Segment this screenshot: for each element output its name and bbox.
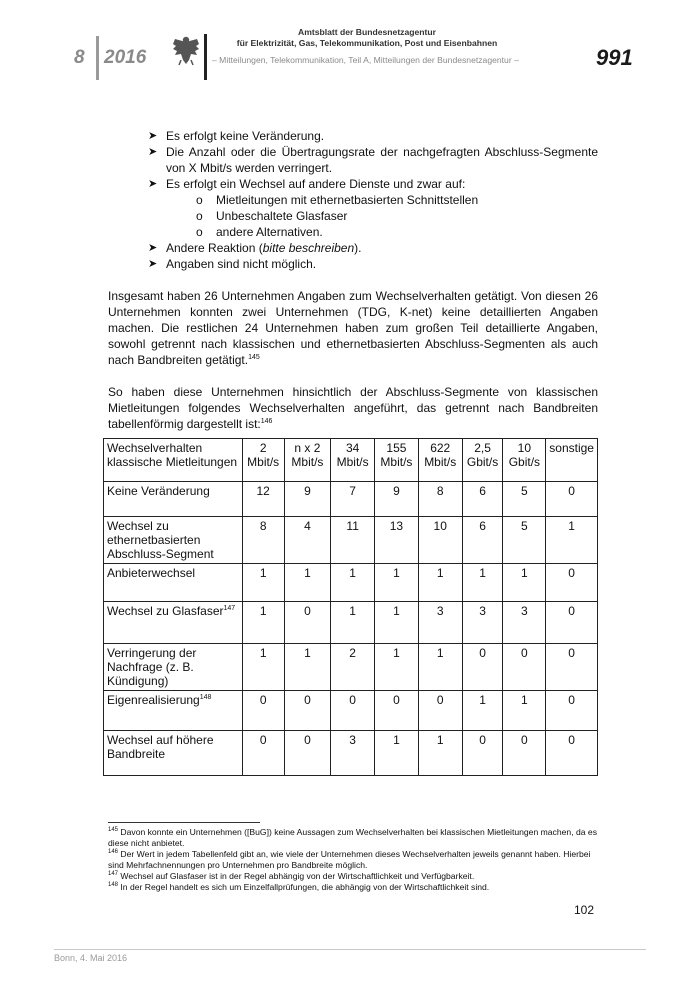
page-number: 102 <box>574 903 595 917</box>
table-cell: 8 <box>242 517 284 564</box>
table-cell: 1 <box>331 564 375 602</box>
footnote-ref[interactable]: 148 <box>199 694 212 701</box>
column-header: Wechselverhalten klassische Mietleitungen <box>104 439 243 482</box>
table-cell: 1 <box>375 602 419 644</box>
table-cell: 10 <box>418 517 462 564</box>
switching-behavior-table <box>103 438 598 776</box>
column-header: 155 Mbit/s <box>375 439 419 482</box>
footnote: $^{145}$ Davon konnte ein Unternehmen ([BuG]) keine Aussagen zum Wechselverhalten bei klassischen Mietleitungen machen, da es diese nicht anbietet. <box>108 827 597 848</box>
table-cell: 1 <box>462 691 503 731</box>
table-row <box>104 482 598 517</box>
table-cell: 7 <box>331 482 375 517</box>
gazette-title-line2: für Elektrizität, Gas, Telekommunikation, Post und Eisenbahnen <box>236 38 498 48</box>
table-cell: 2 <box>331 644 375 691</box>
row-label: Anbieterwechsel <box>104 564 243 602</box>
table-cell: 13 <box>375 517 419 564</box>
table-cell: 0 <box>546 602 598 644</box>
table-cell: 0 <box>546 731 598 776</box>
table-cell: 6 <box>462 517 503 564</box>
federal-eagle-icon <box>172 34 200 66</box>
table-row <box>104 691 598 731</box>
table-cell: 1 <box>242 564 284 602</box>
issue-number: 8 <box>74 47 85 68</box>
header-divider-dark <box>204 34 207 80</box>
circle-bullet-icon: o <box>196 225 203 239</box>
row-label: Keine Veränderung <box>104 482 243 517</box>
gazette-subtitle: – Mitteilungen, Telekommunikation, Teil A, Mitteilungen der Bundesnetzagentur – <box>212 55 519 65</box>
table-cell: 0 <box>546 482 598 517</box>
table-cell: 1 <box>375 644 419 691</box>
table-cell: 9 <box>284 482 331 517</box>
table-cell: 0 <box>546 691 598 731</box>
table-row <box>104 564 598 602</box>
circle-bullet-icon: o <box>196 209 203 223</box>
main-content <box>108 128 598 432</box>
gazette-page-number: 991 <box>596 45 633 70</box>
table-cell: 1 <box>284 564 331 602</box>
table-cell: 1 <box>503 691 546 731</box>
table-cell: 9 <box>375 482 419 517</box>
table-row <box>104 644 598 691</box>
table-cell: 11 <box>331 517 375 564</box>
table-cell: 0 <box>546 564 598 602</box>
gazette-title-line1: Amtsblatt der Bundesnetzagentur <box>298 27 436 37</box>
table-cell: 0 <box>462 731 503 776</box>
table-cell: 0 <box>284 691 331 731</box>
table-cell: 0 <box>284 602 331 644</box>
row-label: Verringerung der Nachfrage (z. B. Kündigung) <box>104 644 243 691</box>
table-cell: 1 <box>242 602 284 644</box>
footnotes <box>108 827 598 893</box>
sub-list <box>196 192 598 240</box>
table-cell: 3 <box>503 602 546 644</box>
list-item: ➤ Andere Reaktion (bitte beschreiben). <box>148 241 362 255</box>
column-header: 34 Mbit/s <box>331 439 375 482</box>
table-cell: 1 <box>284 644 331 691</box>
table-cell: 0 <box>242 731 284 776</box>
table-cell: 1 <box>331 602 375 644</box>
table-cell: 1 <box>418 731 462 776</box>
arrow-bullet-icon: ➤ <box>148 178 158 190</box>
list-item: ➤ Es erfolgt keine Veränderung. <box>148 129 325 143</box>
table-cell: 1 <box>418 564 462 602</box>
table-cell: 4 <box>284 517 331 564</box>
table-cell: 1 <box>462 564 503 602</box>
response-options-list <box>148 128 598 272</box>
table-row <box>104 602 598 644</box>
circle-bullet-icon: o <box>196 193 203 207</box>
table-cell: 1 <box>375 731 419 776</box>
row-label: Wechsel zu ethernetbasierten Abschluss-Segment <box>104 517 243 564</box>
table-cell: 6 <box>462 482 503 517</box>
table-cell: 0 <box>503 644 546 691</box>
sub-list-item: o andere Alternativen. <box>196 225 323 239</box>
table-cell: 0 <box>375 691 419 731</box>
table-cell: 1 <box>242 644 284 691</box>
table-cell: 5 <box>503 482 546 517</box>
column-header: 2 Mbit/s <box>242 439 284 482</box>
table-cell: 5 <box>503 517 546 564</box>
column-header: 2,5 Gbit/s <box>462 439 503 482</box>
list-item: ➤ Es erfolgt ein Wechsel auf andere Dienste und zwar auf: o Mietleitungen mit ethernetbasierten Schnittstellen o Unbeschaltete Glasfaser o andere Alternativen. <box>148 176 598 240</box>
footnote-ref[interactable]: 145 <box>248 354 260 361</box>
table-cell: 8 <box>418 482 462 517</box>
table-cell: 1 <box>546 517 598 564</box>
row-label: Wechsel zu Glasfaser$^{147}$ <box>104 602 243 644</box>
table-cell: 3 <box>418 602 462 644</box>
footnote-separator <box>108 822 260 823</box>
footnote-ref[interactable]: 147 <box>223 605 236 612</box>
gazette-title <box>212 27 522 49</box>
table-cell: 0 <box>242 691 284 731</box>
arrow-bullet-icon: ➤ <box>148 130 158 142</box>
table-cell: 0 <box>503 731 546 776</box>
table-cell: 12 <box>242 482 284 517</box>
column-header: 622 Mbit/s <box>418 439 462 482</box>
list-item: ➤ Angaben sind nicht möglich. <box>148 257 317 271</box>
table-cell: 3 <box>462 602 503 644</box>
table-header-row <box>104 439 598 482</box>
table-cell: 1 <box>418 644 462 691</box>
table-cell: 0 <box>331 691 375 731</box>
footer-date: Bonn, 4. Mai 2016 <box>54 953 128 963</box>
arrow-bullet-icon: ➤ <box>148 258 158 270</box>
table-cell: 1 <box>375 564 419 602</box>
row-label: Eigenrealisierung$^{148}$ <box>104 691 243 731</box>
list-item: ➤ Die Anzahl oder die Übertragungsrate der nachgefragten Abschluss-Segmente von X Mbit/s werden verringert. <box>148 145 598 175</box>
header-divider <box>96 36 99 80</box>
footnote: $^{147}$ Wechsel auf Glasfaser ist in der Regel abhängig von der Wirtschaftlichkeit und Verfügbarkeit. <box>108 871 475 881</box>
table-row <box>104 731 598 776</box>
column-header: sonstige <box>546 439 598 482</box>
footnote: $^{146}$ Der Wert in jedem Tabellenfeld gibt an, wie viele der Unternehmen dieses Wechselverhalten jeweils genannt haben. Hierbei sind Mehrfachnennungen pro Unternehmen pro Bandbreite möglich. <box>108 849 591 870</box>
table-row <box>104 517 598 564</box>
sub-list-item: o Mietleitungen mit ethernetbasierten Schnittstellen <box>196 193 479 207</box>
row-label: Wechsel auf höhere Bandbreite <box>104 731 243 776</box>
table-cell: 0 <box>284 731 331 776</box>
issue-year: 2016 <box>104 47 147 68</box>
paragraph-summary: Insgesamt haben 26 Unternehmen Angaben zum Wechselverhalten getätigt. Von diesen 26 Unternehmen konnten zwei Unternehmen (TDG, K-net) keine detaillierten Angaben machen. Die restlichen 24 Unternehmen haben zum großen Teil detaillierte Angaben, sowohl getrennt nach klassischen und ethernetbasierten Abschluss-Segmenten als auch nach Bandbreiten getätigt.$^{145}$ <box>108 289 598 367</box>
arrow-bullet-icon: ➤ <box>148 146 158 158</box>
column-header: 10 Gbit/s <box>503 439 546 482</box>
footer-rule <box>54 949 646 950</box>
table-cell: 0 <box>418 691 462 731</box>
footnote: $^{148}$ In der Regel handelt es sich um Einzelfallprüfungen, die abhängig von der Wirtschaftlichkeit sind. <box>108 882 490 892</box>
table-cell: 1 <box>503 564 546 602</box>
column-header: n x 2 Mbit/s <box>284 439 331 482</box>
table-cell: 3 <box>331 731 375 776</box>
paragraph-table-intro: So haben diese Unternehmen hinsichtlich der Abschluss-Segmente von klassischen Mietleitungen folgendes Wechselverhalten angeführt, das getrennt nach Bandbreiten tabellenförmig dargestellt ist:$^{146}$ <box>108 385 598 431</box>
footnote-ref[interactable]: 146 <box>260 418 273 425</box>
table-cell: 0 <box>546 644 598 691</box>
arrow-bullet-icon: ➤ <box>148 242 158 254</box>
table-cell: 0 <box>462 644 503 691</box>
sub-list-item: o Unbeschaltete Glasfaser <box>196 209 348 223</box>
